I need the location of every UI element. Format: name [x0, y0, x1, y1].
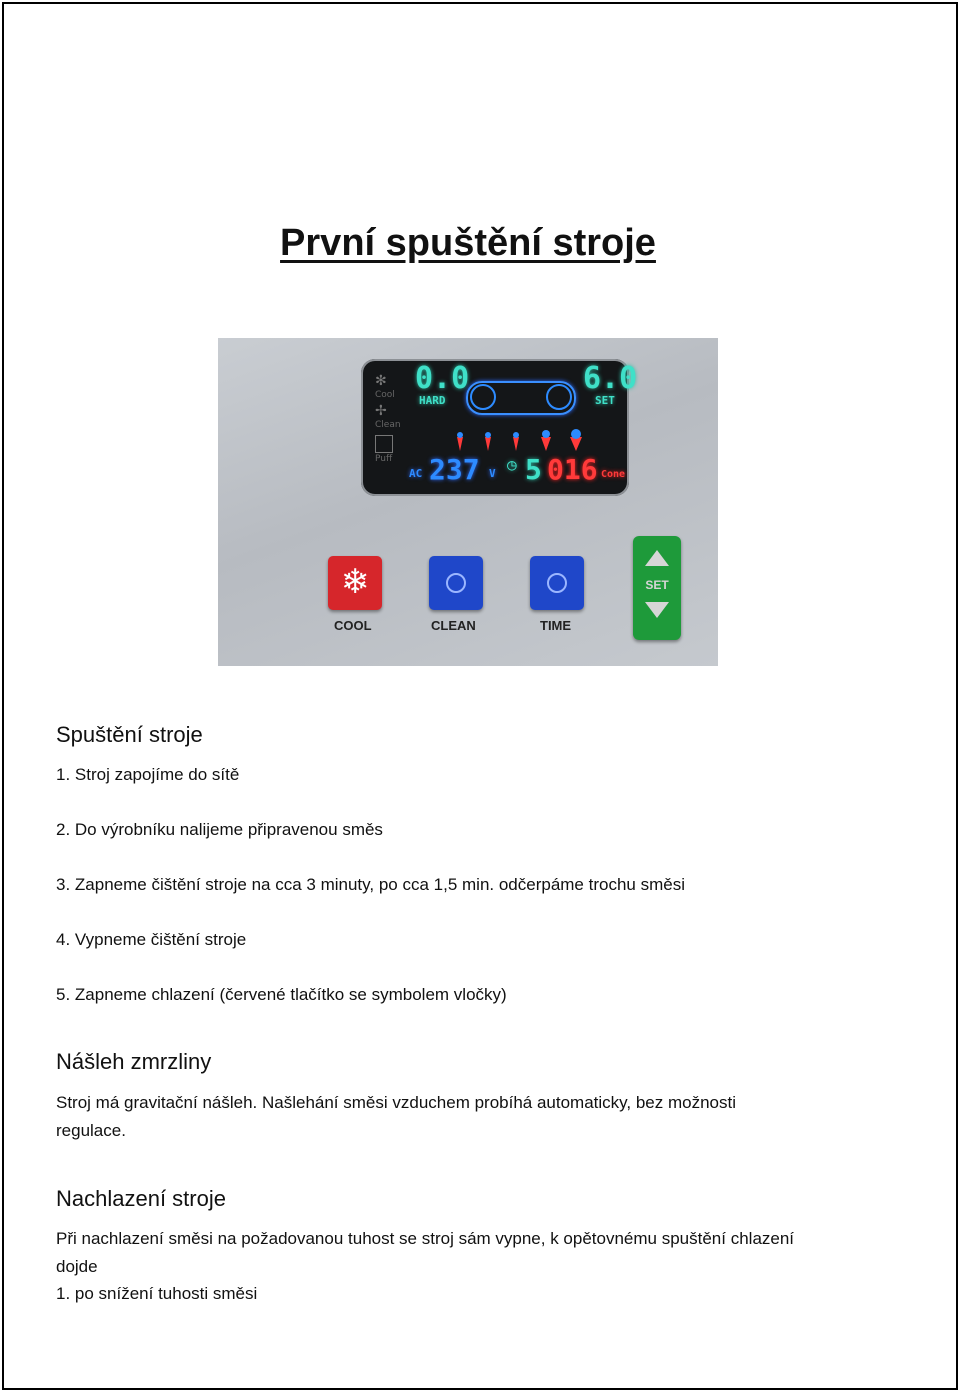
page-title: První spuštění stroje [280, 222, 656, 264]
cool-label: COOL [334, 618, 372, 633]
paragraph-line: 1. po snížení tuhosti směsi [56, 1284, 258, 1303]
lcd-display [361, 359, 638, 496]
fan-icon [470, 384, 496, 410]
clock-icon: ◷ [507, 455, 517, 474]
list-item: 2. Do výrobníku nalijeme připravenou směs [56, 820, 383, 839]
snowflake-icon: ❄ [340, 562, 370, 602]
voltage-value: 237 [429, 453, 480, 486]
set-button[interactable] [633, 536, 681, 640]
time-label: TIME [540, 618, 572, 633]
clean-label: CLEAN [431, 618, 476, 633]
cool-button[interactable] [328, 556, 382, 610]
snowflake-icon: ✻ [375, 373, 387, 389]
fan-icon [446, 573, 466, 593]
cone-label: Cone [601, 469, 626, 480]
section-heading-whip: Nášleh zmrzliny [56, 1049, 212, 1074]
clock-icon [547, 573, 567, 593]
set-label: SET [595, 394, 615, 407]
ac-label: AC [409, 467, 423, 480]
paragraph-line: dojde [56, 1257, 98, 1276]
hard-label: HARD [419, 394, 446, 407]
fan-icon [546, 384, 572, 410]
cone-icon [485, 432, 491, 451]
fan-icon: ✢ [375, 403, 387, 419]
section-heading-start: Spuštění stroje [56, 722, 203, 747]
puff-icon [375, 435, 393, 453]
section-heading-cooling: Nachlazení stroje [56, 1186, 226, 1211]
cone-icon [570, 429, 582, 451]
set-button-label: SET [645, 578, 669, 592]
timer-value: 5 [525, 453, 542, 486]
list-item: 5. Zapneme chlazení (červené tlačítko se symbolem vločky) [56, 985, 507, 1004]
voltage-unit: V [489, 467, 496, 480]
arrow-down-icon [645, 602, 669, 618]
cone-icon [513, 432, 519, 451]
paragraph-line: Stroj má gravitační nášleh. Našlehání směsi vzduchem probíhá automaticky, bez možnosti [56, 1093, 736, 1112]
page-border [2, 2, 958, 1390]
clean-button[interactable] [429, 556, 483, 610]
cone-icon [457, 432, 463, 451]
list-item: 4. Vypneme čištění stroje [56, 930, 247, 949]
cone-count: 016 [547, 453, 598, 486]
cone-icon [541, 430, 551, 451]
arrow-up-icon [645, 550, 669, 566]
control-panel-photo [218, 338, 718, 666]
side-label-cool: Cool [375, 390, 395, 400]
side-label-puff: Puff [375, 454, 393, 464]
paragraph-line: Při nachlazení směsi na požadovanou tuhost se stroj sám vypne, k opětovnému spuštění chlazení [56, 1229, 795, 1248]
side-label-clean: Clean [375, 420, 401, 430]
lcd-side-labels [375, 375, 403, 465]
list-item: 1. Stroj zapojíme do sítě [56, 765, 240, 784]
fan-indicator [466, 381, 576, 415]
hard-value: 0.0 [415, 361, 470, 396]
set-value: 6.0 [583, 361, 638, 396]
paragraph-line: regulace. [56, 1121, 126, 1140]
list-item: 3. Zapneme čištění stroje na cca 3 minuty, po cca 1,5 min. odčerpáme trochu směsi [56, 875, 685, 894]
time-button[interactable] [530, 556, 584, 610]
